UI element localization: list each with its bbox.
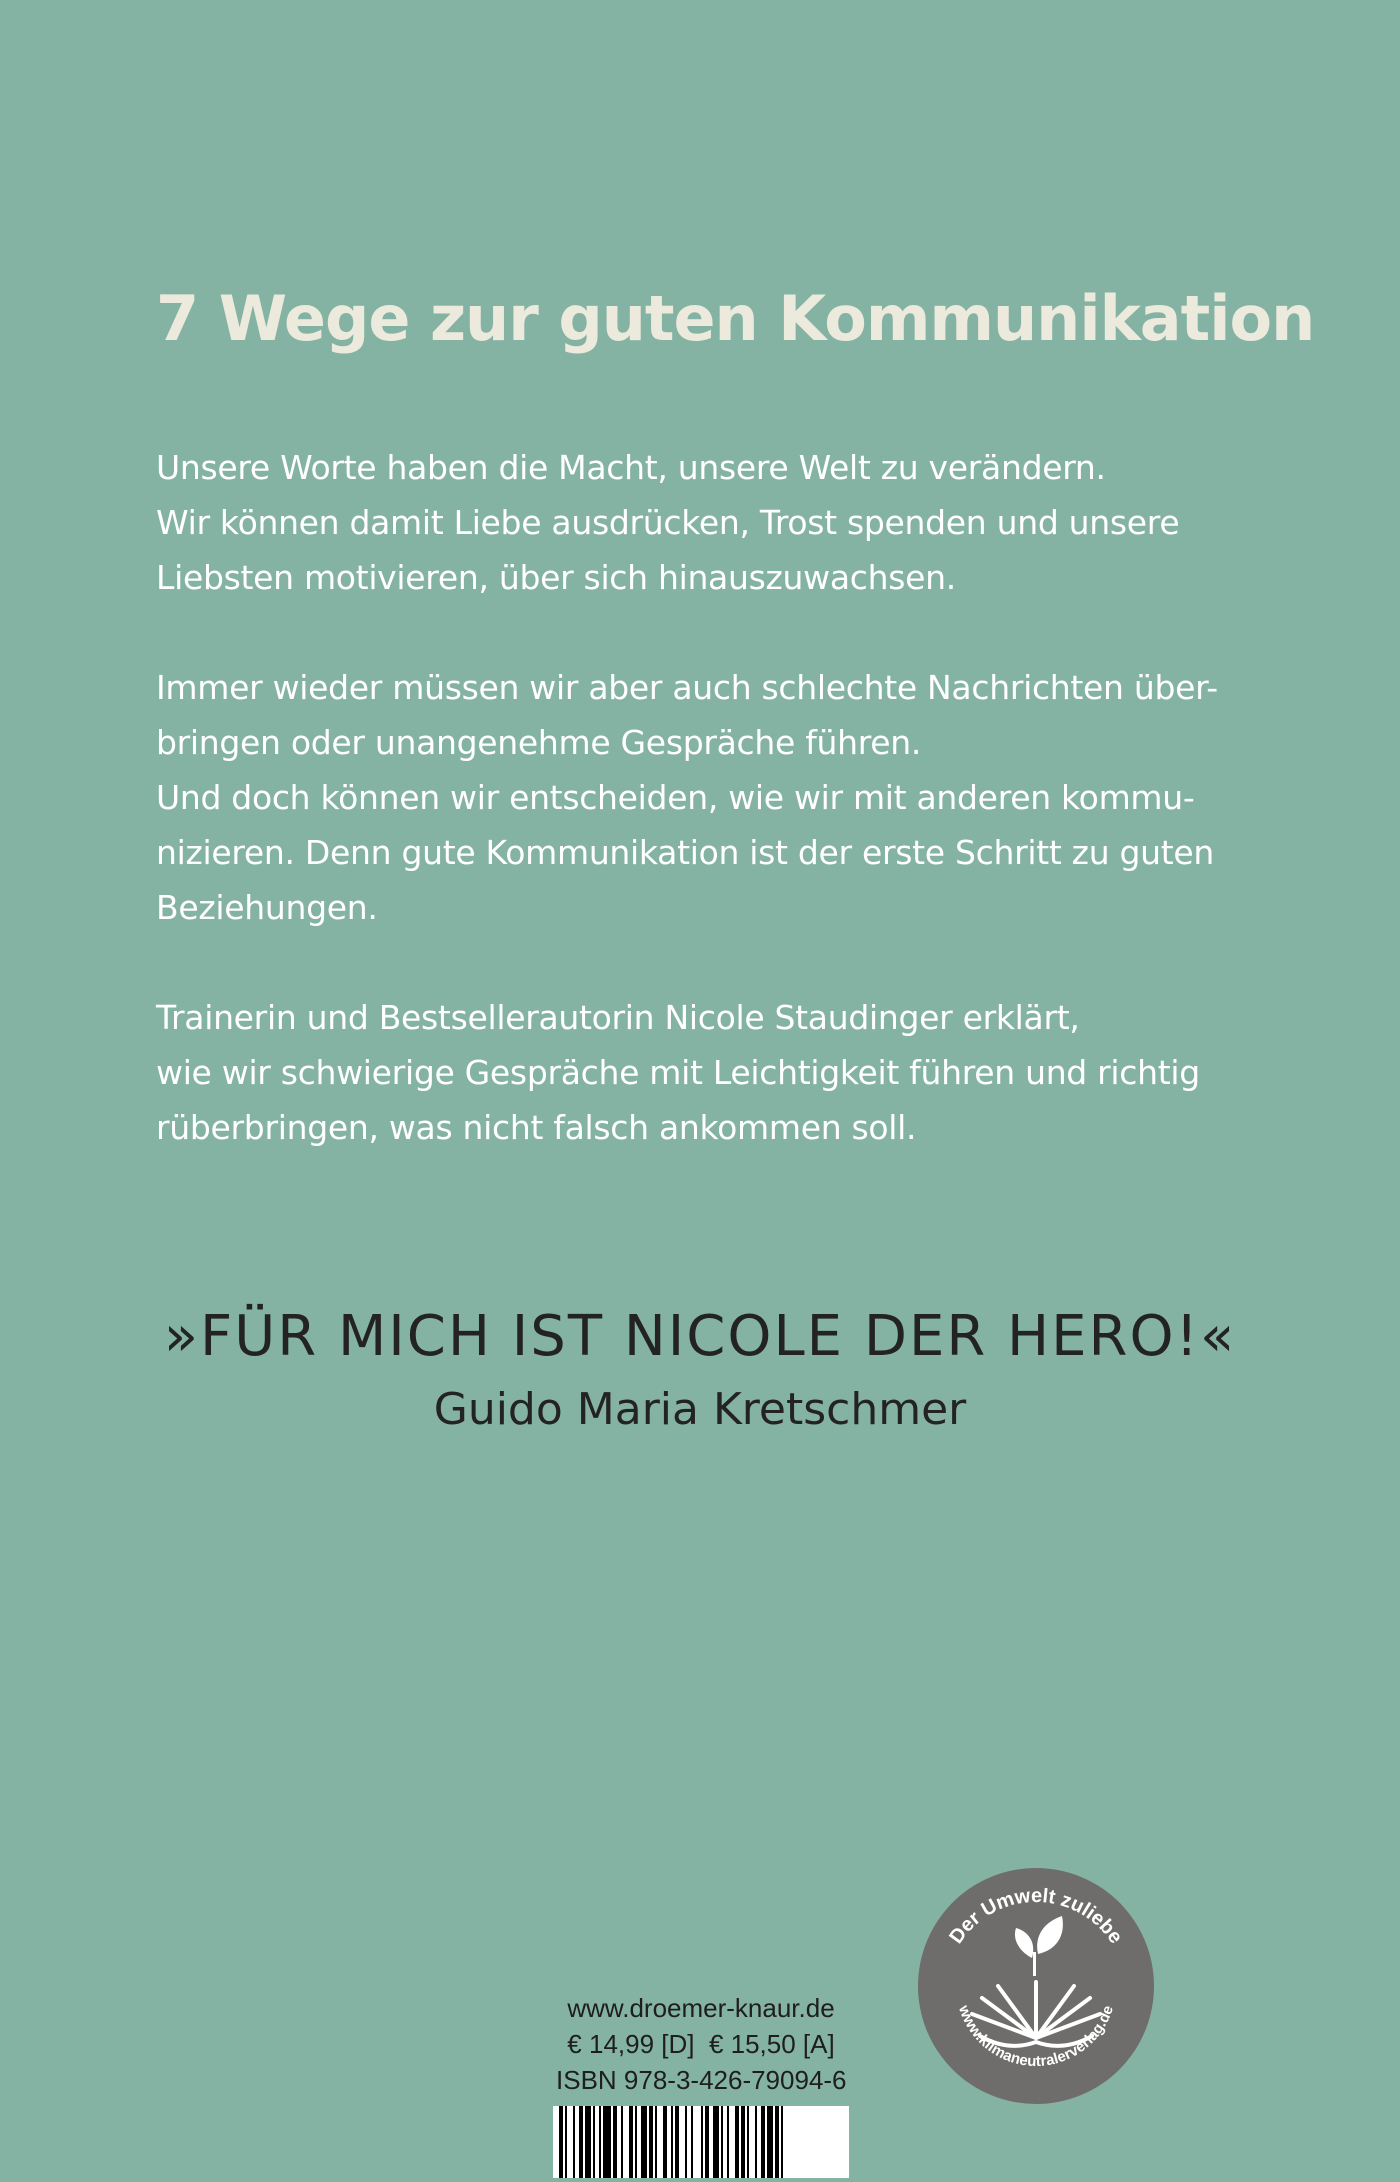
barcode-bar [713,2106,719,2178]
barcode-bar [585,2106,591,2178]
barcode-bar [721,2106,723,2178]
barcode-bar [675,2106,679,2178]
text-line: Trainerin und Bestsellerautorin Nicole Staudinger erklärt, [156,998,1080,1037]
barcode-bar [593,2106,595,2178]
publisher-website: www.droemer-knaur.de [567,1993,835,2023]
climate-neutral-seal [916,1866,1156,2106]
text-line: rüberbringen, was nicht falsch ankommen soll. [156,1108,917,1147]
barcode-bar [629,2106,633,2178]
testimonial-author: Guido Maria Kretschmer [433,1384,967,1435]
barcode-bars [553,2106,849,2178]
barcode-bar [621,2106,623,2178]
barcode-bar [635,2106,637,2178]
barcode-bar [781,2106,783,2178]
paragraph-middle [156,660,1276,935]
barcode-bar [775,2106,779,2178]
paragraph-author [156,990,1276,1155]
text-line: Unsere Worte haben die Macht, unsere Welt zu verändern. [156,448,1106,487]
barcode-bar [727,2106,729,2178]
barcode-bar [761,2106,765,2178]
text-line: Liebsten motivieren, über sich hinauszuwachsen. [156,558,956,597]
barcode-bar [579,2106,583,2178]
barcode-bar [701,2106,703,2178]
barcode-bar [741,2106,745,2178]
testimonial-quote: »FÜR MICH IST NICOLE DER HERO!« [163,1304,1237,1369]
barcode-bar [641,2106,647,2178]
barcode-bar [613,2106,617,2178]
paragraph-intro [156,440,1276,605]
barcode-bar [671,2106,673,2178]
barcode-bar [655,2106,657,2178]
seal-bottom-text: www.klimaneutralerverlag.de [955,2003,1117,2071]
text-line: Beziehungen. [156,888,378,927]
barcode-bar [573,2106,575,2178]
barcode-bar [691,2106,693,2178]
barcode-bar [663,2106,667,2178]
barcode-bar [559,2106,563,2178]
barcode-bar [735,2106,739,2178]
barcode [553,2106,849,2178]
text-line: Und doch können wir entscheiden, wie wir mit anderen kommu- [156,778,1195,817]
text-line: Immer wieder müssen wir aber auch schlechte Nachrichten über- [156,668,1218,707]
imprint [556,1990,846,2098]
barcode-bar [603,2106,611,2178]
isbn: ISBN 978-3-426-79094-6 [556,2065,847,2095]
text-line: wie wir schwierige Gespräche mit Leichtigkeit führen und richtig [156,1053,1200,1092]
barcode-bar [705,2106,709,2178]
barcode-bar [565,2106,567,2178]
barcode-bar [685,2106,687,2178]
barcode-bar [649,2106,653,2178]
seal-top-text: Der Umwelt zuliebe [945,1884,1127,1948]
headline: 7 Wege zur guten Kommunikation [156,282,1315,355]
text-line: Wir können damit Liebe ausdrücken, Trost spenden und unsere [156,503,1180,542]
text-line: nizieren. Denn gute Kommunikation ist der erste Schritt zu guten [156,833,1215,872]
barcode-bar [767,2106,773,2178]
barcode-bar [599,2106,601,2178]
barcode-bar [755,2106,757,2178]
price: € 14,99 [D] € 15,50 [A] [567,2029,835,2059]
barcode-bar [747,2106,749,2178]
text-line: bringen oder unangenehme Gespräche führen. [156,723,922,762]
